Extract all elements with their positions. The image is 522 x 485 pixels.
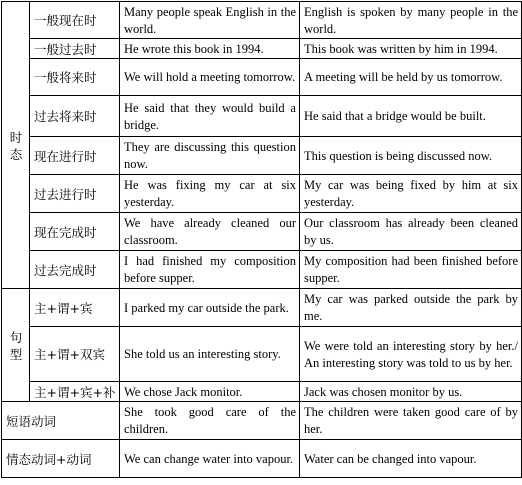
active-sentence: She took good care of the children.: [120, 402, 300, 440]
row-label: 情态动词+动词: [2, 440, 120, 478]
row-label: 主+谓+双宾: [30, 327, 120, 382]
row-label: 主+谓+宾: [30, 289, 120, 327]
active-sentence: I had finished my composition before supper.: [120, 251, 300, 289]
passive-sentence: Our classroom has already been cleaned by us.: [300, 213, 522, 251]
row-label: 主+谓+宾+补: [30, 382, 120, 402]
active-sentence: They are discussing this question now.: [120, 137, 300, 175]
voice-comparison-table: [1, 1, 522, 478]
table-row: [2, 251, 522, 289]
active-sentence: We chose Jack monitor.: [120, 382, 300, 402]
row-label: 一般现在时: [30, 2, 120, 39]
active-sentence: We have already cleaned our classroom.: [120, 213, 300, 251]
active-sentence: Many people speak English in the world.: [120, 2, 300, 39]
table-row: [2, 39, 522, 59]
table-row: [2, 289, 522, 327]
row-label: 一般过去时: [30, 39, 120, 59]
row-label: 短语动词: [2, 402, 120, 440]
table-row: [2, 59, 522, 96]
table-row: [2, 2, 522, 39]
table-row: [2, 213, 522, 251]
passive-sentence: He said that a bridge would be built.: [300, 96, 522, 137]
table-row: [2, 402, 522, 440]
passive-sentence: Jack was chosen monitor by us.: [300, 382, 522, 402]
row-label: 过去完成时: [30, 251, 120, 289]
passive-sentence: This question is being discussed now.: [300, 137, 522, 175]
row-label: 现在进行时: [30, 137, 120, 175]
active-sentence: He was fixing my car at six yesterday.: [120, 175, 300, 213]
row-label: 现在完成时: [30, 213, 120, 251]
active-sentence: He said that they would build a bridge.: [120, 96, 300, 137]
active-sentence: He wrote this book in 1994.: [120, 39, 300, 59]
passive-sentence: A meeting will be held by us tomorrow.: [300, 59, 522, 96]
passive-sentence: My car was being fixed by him at six yesterday.: [300, 175, 522, 213]
row-label: 过去将来时: [30, 96, 120, 137]
table-row: [2, 382, 522, 402]
passive-sentence: We were told an interesting story by her./ An interesting story was told to us by her.: [300, 327, 522, 382]
active-sentence: We can change water into vapour.: [120, 440, 300, 478]
passive-sentence: My car was parked outside the park by me.: [300, 289, 522, 327]
active-sentence: We will hold a meeting tomorrow.: [120, 59, 300, 96]
active-sentence: I parked my car outside the park.: [120, 289, 300, 327]
group-label-pattern: 句 型: [2, 289, 30, 402]
table-row: [2, 137, 522, 175]
passive-sentence: The children were taken good care of by her.: [300, 402, 522, 440]
passive-sentence: My composition had been finished before supper.: [300, 251, 522, 289]
passive-sentence: Water can be changed into vapour.: [300, 440, 522, 478]
table-row: [2, 96, 522, 137]
row-label: 过去进行时: [30, 175, 120, 213]
row-label: 一般将来时: [30, 59, 120, 96]
group-label-tense: 时 态: [2, 2, 30, 289]
table-row: [2, 175, 522, 213]
passive-sentence: This book was written by him in 1994.: [300, 39, 522, 59]
table-row: [2, 440, 522, 478]
table-row: [2, 327, 522, 382]
passive-sentence: English is spoken by many people in the world.: [300, 2, 522, 39]
active-sentence: She told us an interesting story.: [120, 327, 300, 382]
